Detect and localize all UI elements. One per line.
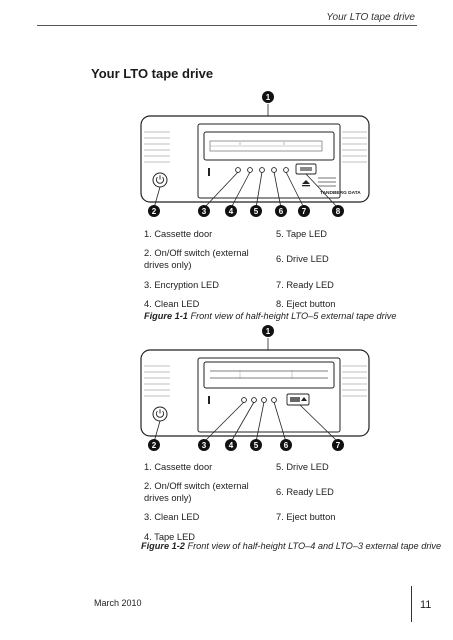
svg-text:2: 2 xyxy=(151,441,157,450)
svg-text:5: 5 xyxy=(253,207,259,216)
figure-2-illustration xyxy=(140,322,372,452)
callout-4 xyxy=(225,205,237,217)
svg-text:3: 3 xyxy=(201,441,207,450)
legend-item: 5. Tape LED xyxy=(276,229,327,239)
legend-item: 4. Tape LED xyxy=(144,532,195,542)
callout-5 xyxy=(250,205,262,217)
legend-row xyxy=(144,507,394,527)
caption-label: Figure 1-2 xyxy=(141,541,185,551)
svg-text:7: 7 xyxy=(301,207,307,216)
power-icon xyxy=(153,407,167,421)
svg-text:6: 6 xyxy=(283,441,289,450)
svg-text:1: 1 xyxy=(265,93,271,102)
figure-2-caption xyxy=(141,541,441,551)
page-number-rule xyxy=(411,586,412,622)
svg-text:6: 6 xyxy=(278,207,284,216)
svg-text:4: 4 xyxy=(228,441,234,450)
clean-led xyxy=(248,168,253,173)
tape-led xyxy=(260,168,265,173)
callout-3 xyxy=(198,205,210,217)
running-header: Your LTO tape drive xyxy=(326,12,415,23)
legend-row xyxy=(144,225,394,243)
footer-date: March 2010 xyxy=(94,598,142,608)
callout-7 xyxy=(332,439,344,451)
figure-1-illustration xyxy=(140,88,372,218)
legend-row xyxy=(144,274,394,295)
legend-item: 3. Clean LED xyxy=(144,512,200,522)
figure-2-drawing xyxy=(140,322,372,452)
bezel-marker xyxy=(208,396,210,404)
bezel-marker xyxy=(208,168,210,176)
eject-button-face xyxy=(290,397,300,402)
header-rule xyxy=(37,25,417,26)
callout-1 xyxy=(262,91,274,103)
callout-4 xyxy=(225,439,237,451)
legend-item: 2. On/Off switch (external drives only) xyxy=(144,247,249,270)
legend-item: 3. Encryption LED xyxy=(144,279,219,290)
page-number: 11 xyxy=(420,599,432,611)
brand-logo: TANDBERG DATA xyxy=(320,191,361,196)
svg-text:1: 1 xyxy=(265,327,271,336)
legend-item: 7. Ready LED xyxy=(276,279,334,290)
section-title: Your LTO tape drive xyxy=(91,66,214,81)
legend-row xyxy=(144,458,394,476)
legend-item: 1. Cassette door xyxy=(144,462,213,472)
figure-2-legend xyxy=(144,458,394,547)
legend-item: 7. Eject button xyxy=(276,512,336,522)
svg-text:8: 8 xyxy=(335,207,341,216)
callout-6 xyxy=(275,205,287,217)
power-icon xyxy=(153,173,167,187)
tape-led xyxy=(252,398,257,403)
legend-row xyxy=(144,243,394,274)
drive-led xyxy=(272,168,277,173)
figure-1-caption xyxy=(144,311,396,321)
callout-8 xyxy=(332,205,344,217)
legend-item: 6. Ready LED xyxy=(276,486,334,497)
legend-item: 2. On/Off switch (external drives only) xyxy=(144,480,249,503)
caption-label: Figure 1-1 xyxy=(144,311,188,321)
svg-text:4: 4 xyxy=(228,207,234,216)
legend-item: 1. Cassette door xyxy=(144,229,213,239)
legend-item: 5. Drive LED xyxy=(276,462,329,472)
drive-led xyxy=(262,398,267,403)
figure-1-legend xyxy=(144,225,394,313)
svg-text:2: 2 xyxy=(151,207,157,216)
callout-7 xyxy=(298,205,310,217)
clean-led xyxy=(242,398,247,403)
callout-3 xyxy=(198,439,210,451)
callout-2 xyxy=(148,205,160,217)
legend-row xyxy=(144,476,394,507)
svg-text:5: 5 xyxy=(253,441,259,450)
svg-text:7: 7 xyxy=(335,441,341,450)
eject-button-face xyxy=(300,167,312,171)
ready-led xyxy=(272,398,277,403)
legend-item: 4. Clean LED xyxy=(144,299,200,309)
encryption-led xyxy=(236,168,241,173)
callout-2 xyxy=(148,439,160,451)
cassette-door xyxy=(204,362,334,388)
legend-item: 8. Eject button xyxy=(276,299,336,309)
legend-item: 6. Drive LED xyxy=(276,253,329,264)
svg-text:3: 3 xyxy=(201,207,207,216)
callout-6 xyxy=(280,439,292,451)
ready-led xyxy=(284,168,289,173)
caption-text: Front view of half-height LTO–4 and LTO–3 external tape drive xyxy=(187,541,442,551)
callout-1 xyxy=(262,325,274,337)
callout-5 xyxy=(250,439,262,451)
figure-1-drawing xyxy=(140,88,372,218)
caption-text: Front view of half-height LTO–5 external tape drive xyxy=(190,311,397,321)
